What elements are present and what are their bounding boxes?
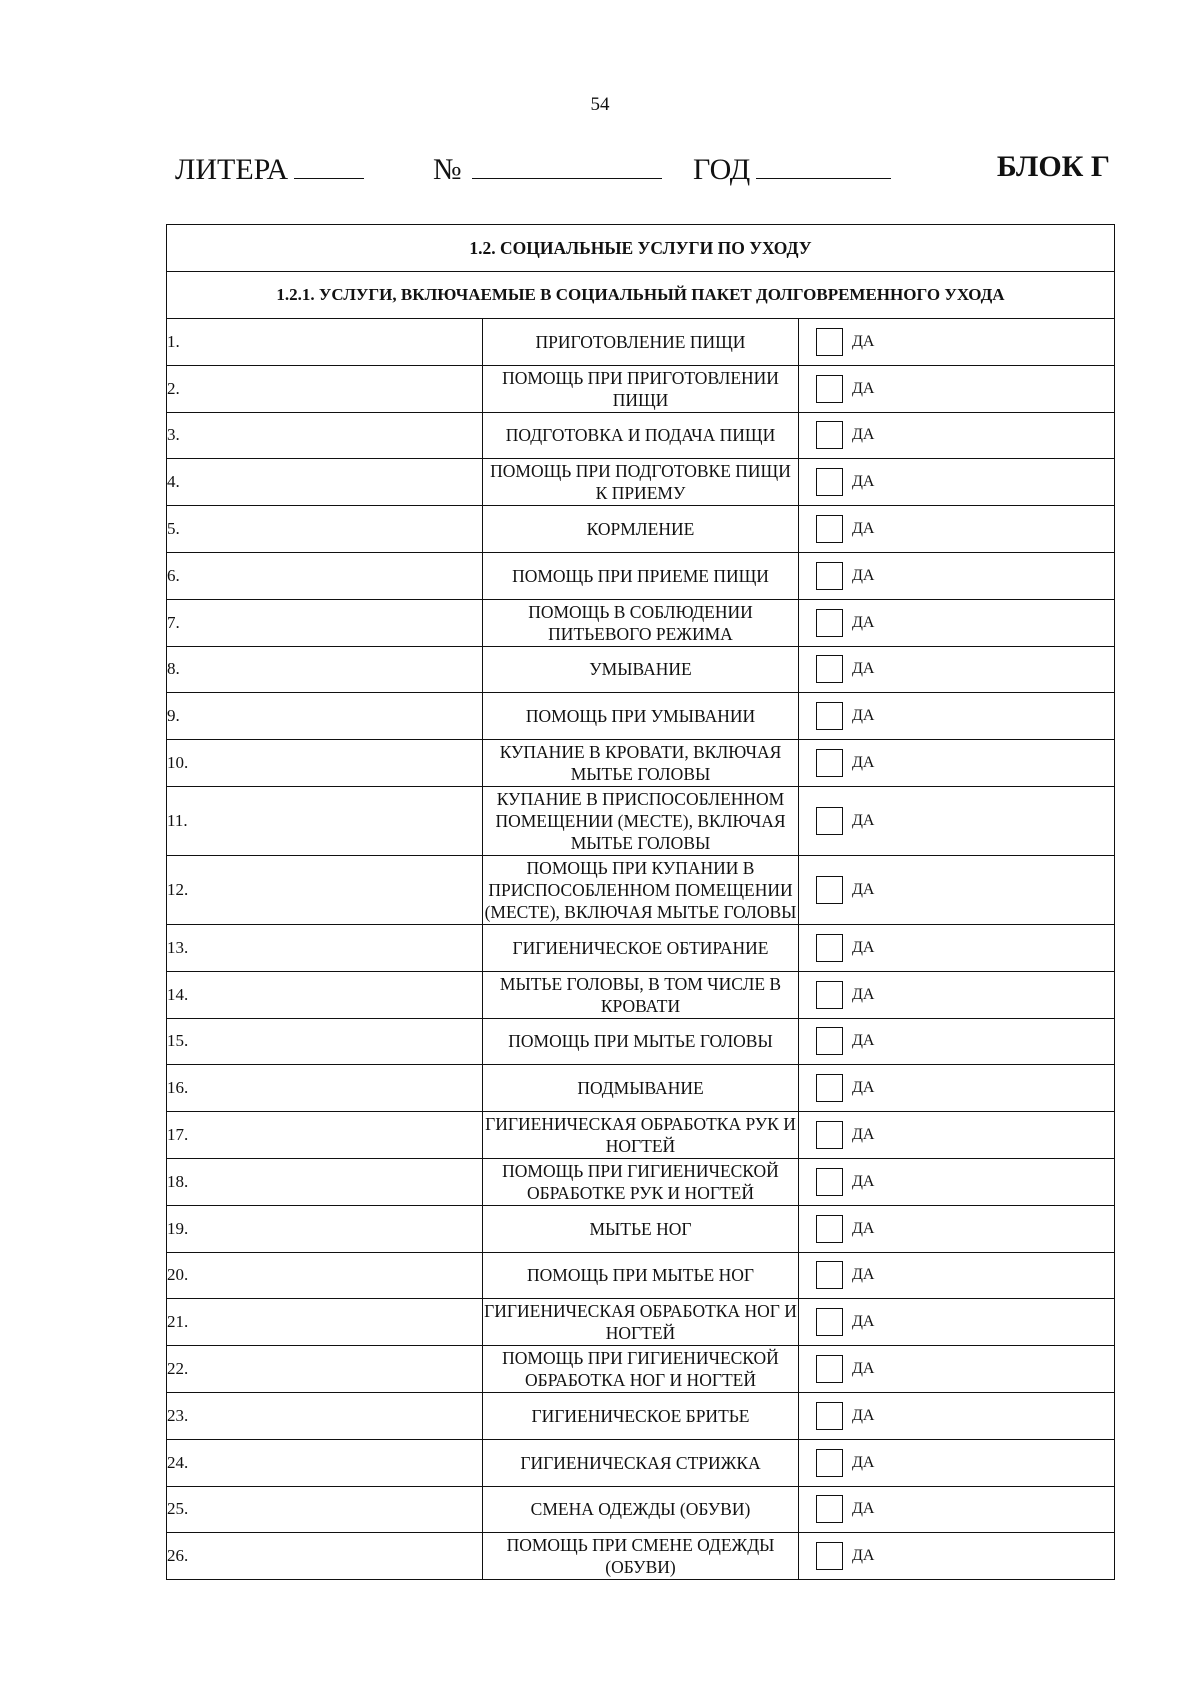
table-row <box>167 693 1115 740</box>
yes-checkbox[interactable] <box>816 807 843 835</box>
answer-cell <box>799 740 1115 787</box>
answer-option[interactable] <box>799 421 1114 449</box>
service-name: ПОМОЩЬ ПРИ МЫТЬЕ НОГ <box>483 1252 799 1299</box>
answer-option[interactable] <box>799 981 1114 1009</box>
answer-option[interactable] <box>799 934 1114 962</box>
row-number: 18. <box>167 1158 483 1205</box>
answer-option[interactable] <box>799 1542 1114 1570</box>
litera-input-line[interactable] <box>294 150 364 179</box>
answer-option[interactable] <box>799 1308 1114 1336</box>
yes-checkbox[interactable] <box>816 1402 843 1430</box>
form-header <box>175 150 1110 190</box>
yes-checkbox[interactable] <box>816 981 843 1009</box>
table-row <box>167 924 1115 971</box>
yes-checkbox[interactable] <box>816 1168 843 1196</box>
page-number: 54 <box>590 94 610 115</box>
answer-cell <box>799 599 1115 646</box>
answer-option[interactable] <box>799 1121 1114 1149</box>
service-name: ПОМОЩЬ ПРИ ГИГИЕНИЧЕСКОЙ ОБРАБОТКЕ РУК И НОГТЕЙ <box>483 1158 799 1205</box>
service-name: ПОДМЫВАНИЕ <box>483 1065 799 1112</box>
answer-option[interactable] <box>799 1495 1114 1523</box>
yes-label: ДА <box>852 613 875 631</box>
service-name: ПОДГОТОВКА И ПОДАЧА ПИЩИ <box>483 412 799 459</box>
answer-cell <box>799 1205 1115 1252</box>
answer-option[interactable] <box>799 468 1114 496</box>
litera-label: ЛИТЕРА <box>175 153 289 186</box>
year-label: ГОД <box>693 153 751 186</box>
yes-checkbox[interactable] <box>816 1261 843 1289</box>
answer-option[interactable] <box>799 1449 1114 1477</box>
answer-option[interactable] <box>799 1402 1114 1430</box>
service-name: ПОМОЩЬ ПРИ ПРИГОТОВЛЕНИИ ПИЩИ <box>483 365 799 412</box>
yes-label: ДА <box>852 1032 875 1050</box>
table-row <box>167 459 1115 506</box>
row-number: 11. <box>167 786 483 855</box>
service-name: ГИГИЕНИЧЕСКОЕ ОБТИРАНИЕ <box>483 924 799 971</box>
yes-checkbox[interactable] <box>816 1308 843 1336</box>
service-name: ПОМОЩЬ ПРИ СМЕНЕ ОДЕЖДЫ (ОБУВИ) <box>483 1533 799 1580</box>
answer-option[interactable] <box>799 1168 1114 1196</box>
yes-checkbox[interactable] <box>816 609 843 637</box>
service-name: МЫТЬЕ НОГ <box>483 1205 799 1252</box>
yes-label: ДА <box>852 1126 875 1144</box>
yes-label: ДА <box>852 938 875 956</box>
answer-option[interactable] <box>799 876 1114 904</box>
table-row <box>167 646 1115 693</box>
answer-option[interactable] <box>799 328 1114 356</box>
row-number: 14. <box>167 971 483 1018</box>
yes-label: ДА <box>852 520 875 538</box>
yes-checkbox[interactable] <box>816 876 843 904</box>
litera-field <box>175 150 364 187</box>
row-number: 9. <box>167 693 483 740</box>
answer-option[interactable] <box>799 1027 1114 1055</box>
table-row <box>167 365 1115 412</box>
table-row <box>167 1439 1115 1486</box>
yes-label: ДА <box>852 1266 875 1284</box>
yes-label: ДА <box>852 1079 875 1097</box>
answer-cell <box>799 693 1115 740</box>
answer-cell <box>799 506 1115 553</box>
row-number: 17. <box>167 1112 483 1159</box>
service-name: ПОМОЩЬ В СОБЛЮДЕНИИ ПИТЬЕВОГО РЕЖИМА <box>483 599 799 646</box>
yes-label: ДА <box>852 426 875 444</box>
answer-option[interactable] <box>799 1261 1114 1289</box>
yes-checkbox[interactable] <box>816 1074 843 1102</box>
yes-checkbox[interactable] <box>816 1542 843 1570</box>
row-number: 8. <box>167 646 483 693</box>
year-field <box>693 150 891 187</box>
table-row <box>167 1158 1115 1205</box>
answer-cell <box>799 971 1115 1018</box>
answer-option[interactable] <box>799 562 1114 590</box>
service-name: ПОМОЩЬ ПРИ ГИГИЕНИЧЕСКОЙ ОБРАБОТКА НОГ И НОГТЕЙ <box>483 1346 799 1393</box>
service-name: ПРИГОТОВЛЕНИЕ ПИЩИ <box>483 319 799 366</box>
answer-cell <box>799 365 1115 412</box>
subsection-title: 1.2.1. УСЛУГИ, ВКЛЮЧАЕМЫЕ В СОЦИАЛЬНЫЙ ПАКЕТ ДОЛГОВРЕМЕННОГО УХОДА <box>167 272 1115 319</box>
yes-checkbox[interactable] <box>816 1027 843 1055</box>
answer-option[interactable] <box>799 609 1114 637</box>
row-number: 5. <box>167 506 483 553</box>
answer-cell <box>799 1346 1115 1393</box>
service-name: ПОМОЩЬ ПРИ ПОДГОТОВКЕ ПИЩИ К ПРИЕМУ <box>483 459 799 506</box>
table-row <box>167 1018 1115 1065</box>
yes-checkbox[interactable] <box>816 934 843 962</box>
row-number: 25. <box>167 1486 483 1533</box>
answer-option[interactable] <box>799 807 1114 835</box>
yes-checkbox[interactable] <box>816 1215 843 1243</box>
table-row <box>167 552 1115 599</box>
answer-cell <box>799 1486 1115 1533</box>
yes-label: ДА <box>852 379 875 397</box>
service-name: ПОМОЩЬ ПРИ УМЫВАНИИ <box>483 693 799 740</box>
service-name: КОРМЛЕНИЕ <box>483 506 799 553</box>
answer-option[interactable] <box>799 515 1114 543</box>
row-number: 13. <box>167 924 483 971</box>
answer-cell <box>799 1065 1115 1112</box>
answer-option[interactable] <box>799 375 1114 403</box>
answer-option[interactable] <box>799 749 1114 777</box>
service-name: УМЫВАНИЕ <box>483 646 799 693</box>
answer-option[interactable] <box>799 1355 1114 1383</box>
service-name: ГИГИЕНИЧЕСКОЕ БРИТЬЕ <box>483 1392 799 1439</box>
yes-label: ДА <box>852 660 875 678</box>
subsection-title-row <box>167 272 1115 319</box>
row-number: 10. <box>167 740 483 787</box>
yes-checkbox[interactable] <box>816 375 843 403</box>
row-number: 12. <box>167 855 483 924</box>
answer-cell <box>799 646 1115 693</box>
table-row <box>167 740 1115 787</box>
table-row <box>167 1205 1115 1252</box>
answer-cell <box>799 1533 1115 1580</box>
service-name: ГИГИЕНИЧЕСКАЯ СТРИЖКА <box>483 1439 799 1486</box>
table-row <box>167 1392 1115 1439</box>
row-number: 26. <box>167 1533 483 1580</box>
table-row <box>167 599 1115 646</box>
yes-label: ДА <box>852 566 875 584</box>
yes-label: ДА <box>852 754 875 772</box>
yes-label: ДА <box>852 473 875 491</box>
row-number: 19. <box>167 1205 483 1252</box>
service-name: ПОМОЩЬ ПРИ КУПАНИИ В ПРИСПОСОБЛЕННОМ ПОМЕЩЕНИИ (МЕСТЕ), ВКЛЮЧАЯ МЫТЬЕ ГОЛОВЫ <box>483 855 799 924</box>
row-number: 20. <box>167 1252 483 1299</box>
block-label: БЛОК Г <box>996 150 1110 183</box>
yes-label: ДА <box>852 1313 875 1331</box>
yes-label: ДА <box>852 1500 875 1518</box>
answer-cell <box>799 1299 1115 1346</box>
yes-checkbox[interactable] <box>816 1495 843 1523</box>
yes-checkbox[interactable] <box>816 421 843 449</box>
yes-checkbox[interactable] <box>816 702 843 730</box>
answer-cell <box>799 1252 1115 1299</box>
yes-checkbox[interactable] <box>816 655 843 683</box>
answer-cell <box>799 459 1115 506</box>
row-number: 16. <box>167 1065 483 1112</box>
table-row <box>167 855 1115 924</box>
table-row <box>167 506 1115 553</box>
yes-checkbox[interactable] <box>816 468 843 496</box>
yes-label: ДА <box>852 1453 875 1471</box>
row-number: 15. <box>167 1018 483 1065</box>
table-row <box>167 412 1115 459</box>
service-name: ПОМОЩЬ ПРИ МЫТЬЕ ГОЛОВЫ <box>483 1018 799 1065</box>
answer-cell <box>799 412 1115 459</box>
yes-label: ДА <box>852 880 875 898</box>
yes-checkbox[interactable] <box>816 562 843 590</box>
number-input-line[interactable] <box>472 150 662 179</box>
service-name: КУПАНИЕ В КРОВАТИ, ВКЛЮЧАЯ МЫТЬЕ ГОЛОВЫ <box>483 740 799 787</box>
row-number: 6. <box>167 552 483 599</box>
service-name: КУПАНИЕ В ПРИСПОСОБЛЕННОМ ПОМЕЩЕНИИ (МЕСТЕ), ВКЛЮЧАЯ МЫТЬЕ ГОЛОВЫ <box>483 786 799 855</box>
row-number: 23. <box>167 1392 483 1439</box>
yes-label: ДА <box>852 1406 875 1424</box>
answer-cell <box>799 1158 1115 1205</box>
yes-checkbox[interactable] <box>816 749 843 777</box>
row-number: 22. <box>167 1346 483 1393</box>
table-row <box>167 1252 1115 1299</box>
service-name: СМЕНА ОДЕЖДЫ (ОБУВИ) <box>483 1486 799 1533</box>
yes-checkbox[interactable] <box>816 1449 843 1477</box>
table-row <box>167 786 1115 855</box>
table-row <box>167 971 1115 1018</box>
answer-cell <box>799 924 1115 971</box>
yes-label: ДА <box>852 1219 875 1237</box>
row-number: 24. <box>167 1439 483 1486</box>
answer-cell <box>799 1392 1115 1439</box>
yes-checkbox[interactable] <box>816 1121 843 1149</box>
answer-option[interactable] <box>799 702 1114 730</box>
yes-label: ДА <box>852 811 875 829</box>
answer-cell <box>799 855 1115 924</box>
yes-label: ДА <box>852 332 875 350</box>
answer-cell <box>799 786 1115 855</box>
table-row <box>167 319 1115 366</box>
number-label: № <box>433 153 462 186</box>
number-field <box>433 150 662 187</box>
service-name: ГИГИЕНИЧЕСКАЯ ОБРАБОТКА НОГ И НОГТЕЙ <box>483 1299 799 1346</box>
table-row <box>167 1533 1115 1580</box>
yes-checkbox[interactable] <box>816 1355 843 1383</box>
row-number: 21. <box>167 1299 483 1346</box>
answer-cell <box>799 1018 1115 1065</box>
answer-option[interactable] <box>799 1215 1114 1243</box>
section-title-row <box>167 225 1115 272</box>
table-row <box>167 1112 1115 1159</box>
section-title: 1.2. СОЦИАЛЬНЫЕ УСЛУГИ ПО УХОДУ <box>167 225 1115 272</box>
yes-label: ДА <box>852 1172 875 1190</box>
answer-cell <box>799 1439 1115 1486</box>
row-number: 2. <box>167 365 483 412</box>
table-row <box>167 1486 1115 1533</box>
yes-checkbox[interactable] <box>816 328 843 356</box>
table-row <box>167 1346 1115 1393</box>
row-number: 7. <box>167 599 483 646</box>
row-number: 3. <box>167 412 483 459</box>
answer-option[interactable] <box>799 655 1114 683</box>
yes-label: ДА <box>852 1547 875 1565</box>
yes-label: ДА <box>852 1360 875 1378</box>
yes-checkbox[interactable] <box>816 515 843 543</box>
yes-label: ДА <box>852 985 875 1003</box>
service-name: ГИГИЕНИЧЕСКАЯ ОБРАБОТКА РУК И НОГТЕЙ <box>483 1112 799 1159</box>
answer-cell <box>799 319 1115 366</box>
row-number: 1. <box>167 319 483 366</box>
row-number: 4. <box>167 459 483 506</box>
answer-option[interactable] <box>799 1074 1114 1102</box>
service-name: МЫТЬЕ ГОЛОВЫ, В ТОМ ЧИСЛЕ В КРОВАТИ <box>483 971 799 1018</box>
services-table <box>166 224 1115 1580</box>
year-input-line[interactable] <box>756 150 891 179</box>
table-row <box>167 1065 1115 1112</box>
service-name: ПОМОЩЬ ПРИ ПРИЕМЕ ПИЩИ <box>483 552 799 599</box>
answer-cell <box>799 552 1115 599</box>
yes-label: ДА <box>852 707 875 725</box>
answer-cell <box>799 1112 1115 1159</box>
table-row <box>167 1299 1115 1346</box>
